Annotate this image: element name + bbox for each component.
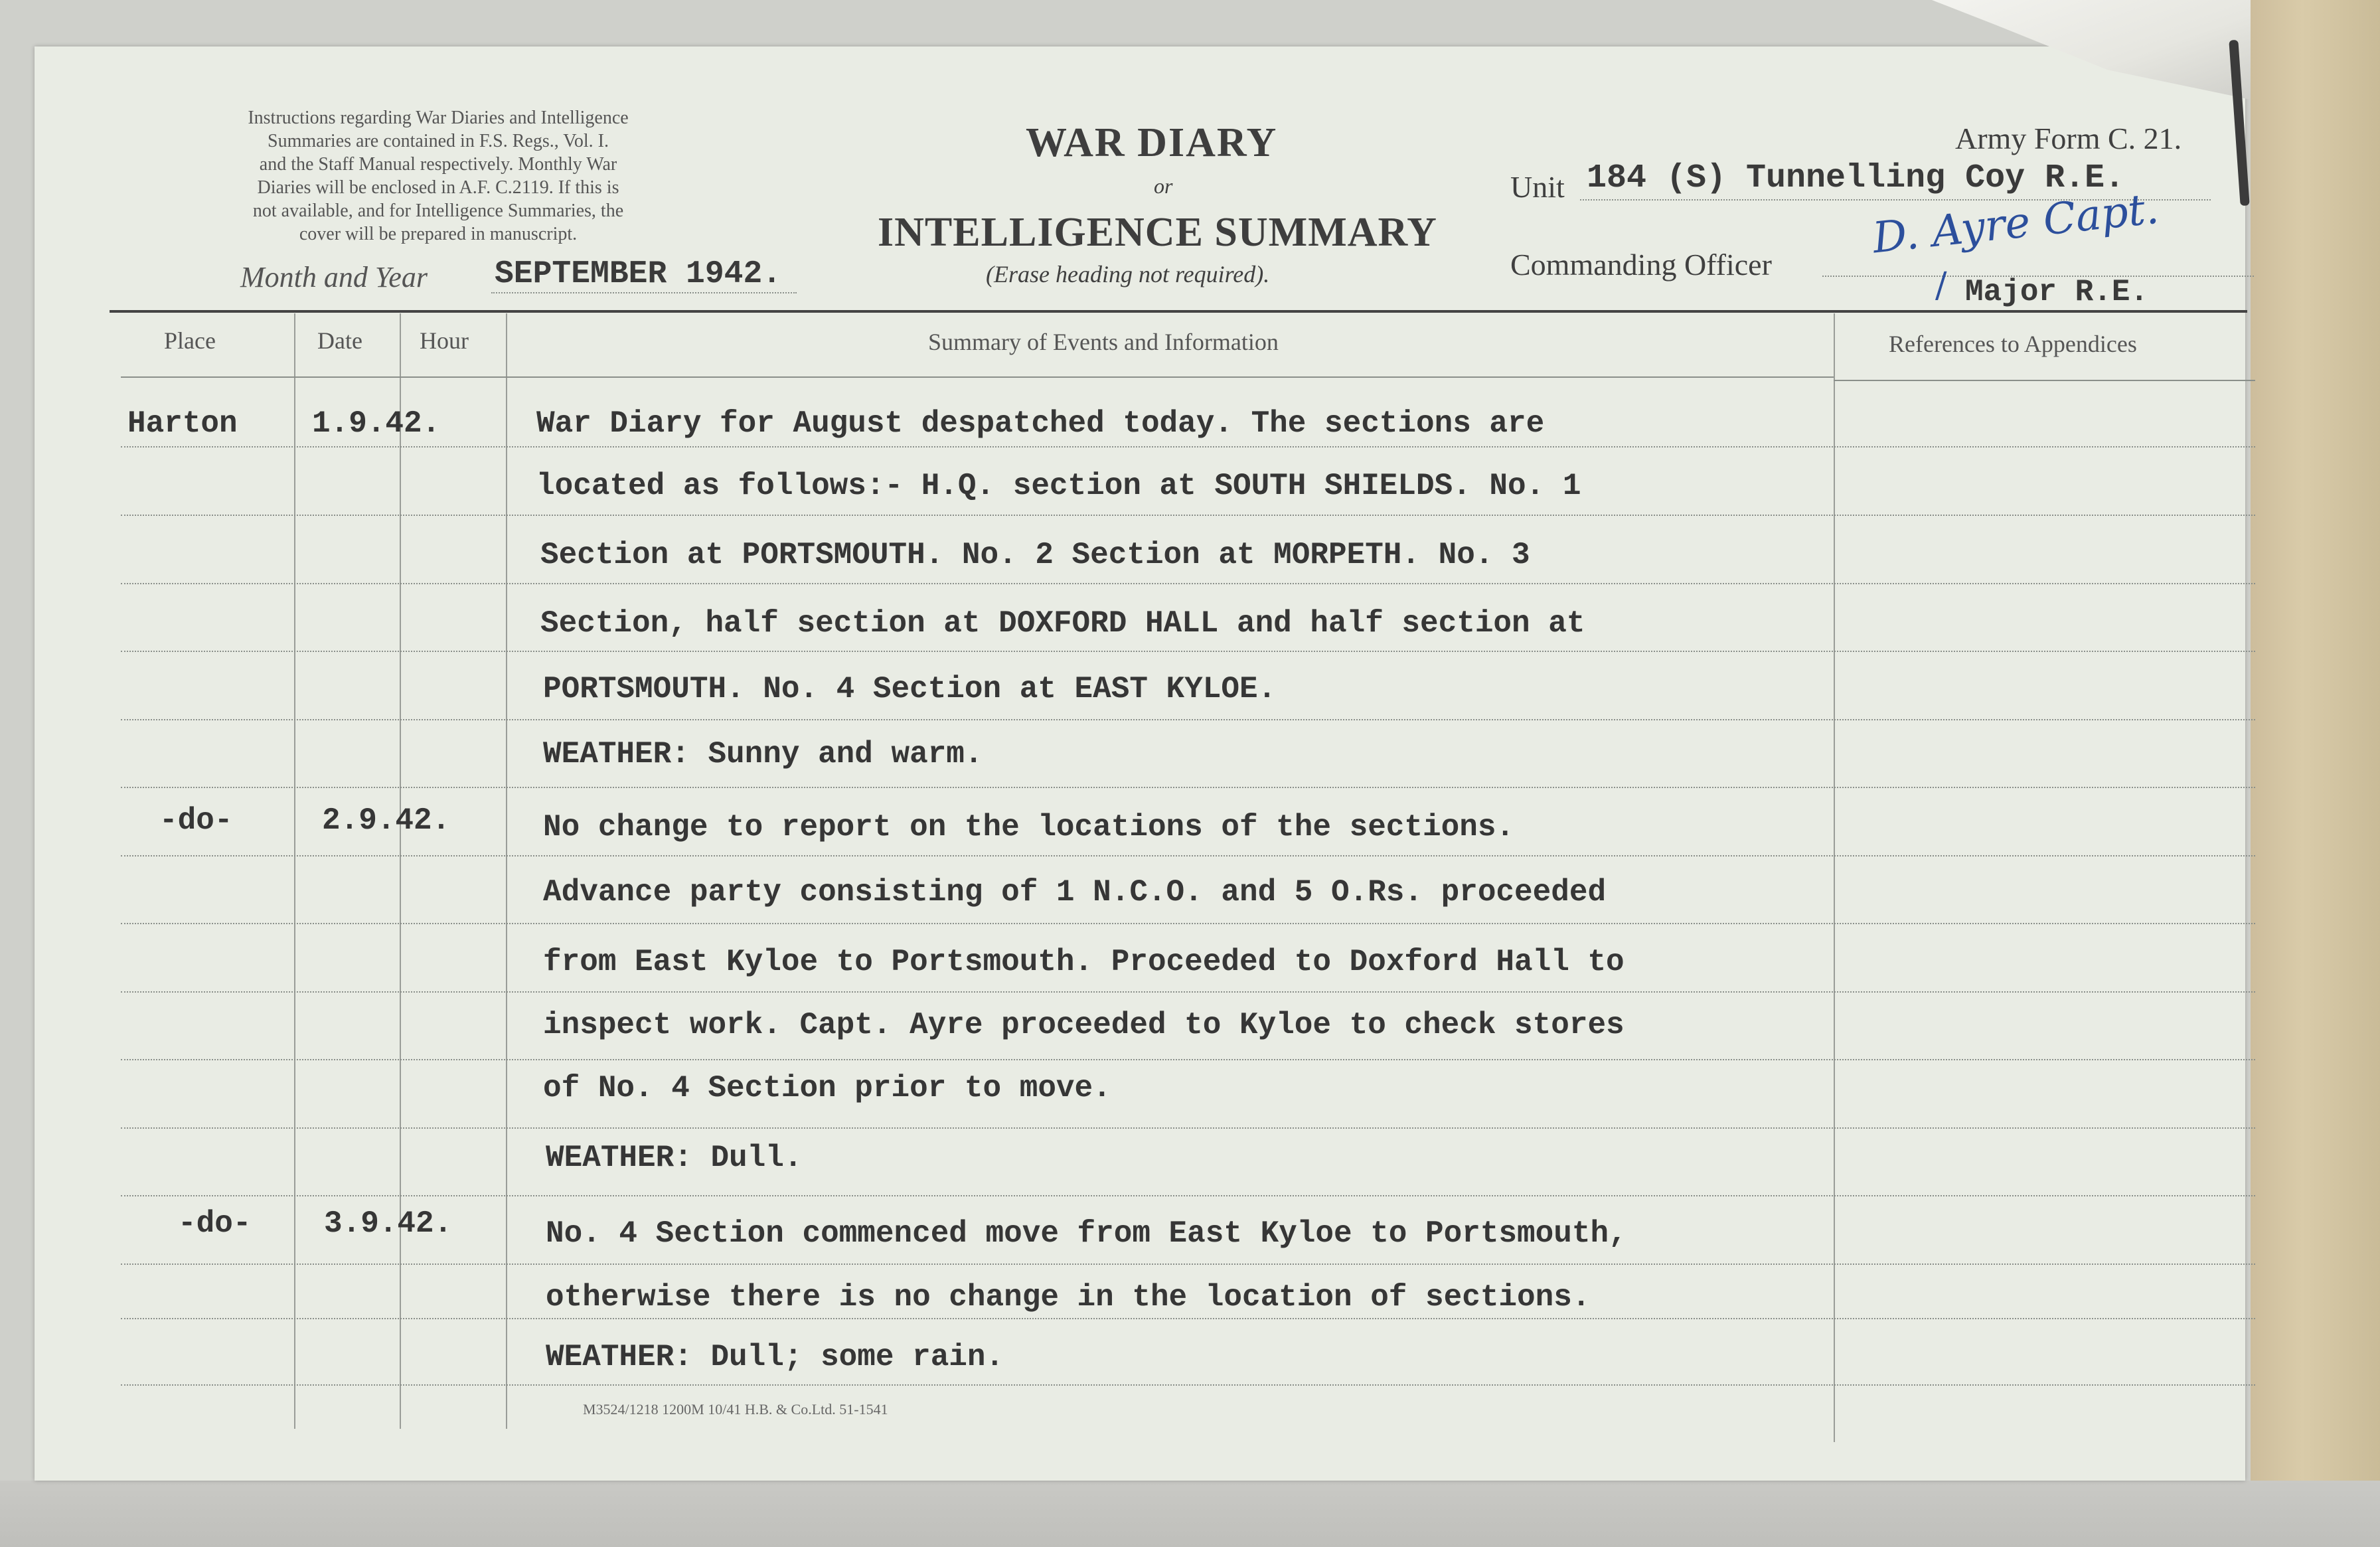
instructions-line: not available, and for Intelligence Summaries, the bbox=[252, 201, 624, 221]
entry-line: located as follows:- H.Q. section at SOUTH SHIELDS. No. 1 bbox=[536, 469, 1581, 503]
entry-line: of No. 4 Section prior to move. bbox=[543, 1071, 1111, 1105]
instructions-line: Diaries will be enclosed in A.F. C.2119. If this is bbox=[257, 177, 619, 198]
entry-line: Advance party consisting of 1 N.C.O. and 5 O.Rs. proceeded bbox=[543, 875, 1607, 910]
title-or: or bbox=[1154, 174, 1173, 198]
month-year-underline bbox=[491, 292, 797, 293]
entry-date: 3.9.42. bbox=[324, 1206, 453, 1241]
ruled-line bbox=[121, 855, 2255, 856]
officer-rank: Major R.E. bbox=[1965, 275, 2149, 309]
entry-line: PORTSMOUTH. No. 4 Section at EAST KYLOE. bbox=[543, 672, 1277, 706]
column-header-hour: Hour bbox=[420, 327, 469, 354]
entry-line: No. 4 Section commenced move from East Kyloe to Portsmouth, bbox=[546, 1216, 1627, 1251]
ruled-line bbox=[121, 1195, 2255, 1196]
ruled-line bbox=[121, 787, 2255, 788]
erase-heading-note: (Erase heading not required). bbox=[986, 261, 1270, 287]
column-header-summary: Summary of Events and Information bbox=[928, 329, 1279, 355]
ruled-line bbox=[121, 1318, 2255, 1319]
column-header-rule bbox=[121, 376, 1834, 378]
ruled-line bbox=[121, 651, 2255, 652]
ruled-line bbox=[121, 719, 2255, 720]
instructions-line: and the Staff Manual respectively. Monthly War bbox=[259, 154, 617, 175]
instructions-block bbox=[146, 106, 730, 246]
column-header-place: Place bbox=[164, 327, 216, 354]
column-divider bbox=[1834, 313, 1835, 1442]
ruled-line bbox=[121, 515, 2255, 516]
entry-place: -do- bbox=[178, 1206, 252, 1241]
ruled-line bbox=[121, 923, 2255, 924]
title-war-diary: WAR DIARY bbox=[1026, 120, 1278, 165]
column-header-date: Date bbox=[317, 327, 362, 354]
month-year-label: Month and Year bbox=[240, 261, 428, 293]
instructions-line: Summaries are contained in F.S. Regs., Vol. I. bbox=[268, 131, 609, 151]
unit-value: 184 (S) Tunnelling Coy R.E. bbox=[1587, 159, 2125, 197]
entry-date: 1.9.42. bbox=[312, 406, 441, 441]
printer-imprint: M3524/1218 1200M 10/41 H.B. & Co.Ltd. 51-1541 bbox=[583, 1401, 888, 1418]
column-divider bbox=[400, 313, 401, 1429]
entry-line: Section, half section at DOXFORD HALL and half section at bbox=[540, 606, 1585, 641]
ruled-line bbox=[121, 1127, 2255, 1129]
ruled-line bbox=[121, 583, 2255, 584]
background-right bbox=[2251, 0, 2380, 1547]
entry-line: War Diary for August despatched today. The sections are bbox=[536, 406, 1545, 441]
army-form-label: Army Form C. 21. bbox=[1955, 122, 2182, 155]
entry-place: Harton bbox=[127, 406, 238, 441]
entry-line: WEATHER: Dull. bbox=[546, 1141, 803, 1175]
title-intelligence-summary: INTELLIGENCE SUMMARY bbox=[878, 210, 1437, 255]
entry-line: from East Kyloe to Portsmouth. Proceeded to Doxford Hall to bbox=[543, 945, 1625, 979]
entry-place: -do- bbox=[159, 803, 233, 838]
commanding-officer-label: Commanding Officer bbox=[1510, 248, 1772, 282]
ruled-line bbox=[121, 1384, 2255, 1386]
entry-line: WEATHER: Dull; some rain. bbox=[546, 1340, 1004, 1374]
ruled-line bbox=[121, 1263, 2255, 1265]
entry-line: otherwise there is no change in the location of sections. bbox=[546, 1280, 1591, 1315]
entry-line: No change to report on the locations of the sections. bbox=[543, 810, 1515, 845]
ruled-line bbox=[121, 991, 2255, 993]
background-bottom bbox=[0, 1481, 2380, 1547]
ruled-line bbox=[121, 446, 2255, 448]
unit-label: Unit bbox=[1510, 170, 1565, 204]
column-header-references: References to Appendices bbox=[1889, 331, 2137, 357]
instructions-line: Instructions regarding War Diaries and Intelligence bbox=[248, 108, 629, 128]
month-year-value: SEPTEMBER 1942. bbox=[495, 256, 782, 292]
rank-mark: / bbox=[1935, 266, 1947, 305]
entry-line: inspect work. Capt. Ayre proceeded to Kyloe to check stores bbox=[543, 1008, 1625, 1042]
column-header-rule bbox=[1834, 380, 2255, 381]
column-divider bbox=[294, 313, 295, 1429]
officer-signature: D. Ayre Capt. bbox=[1870, 184, 2162, 264]
entry-line: WEATHER: Sunny and warm. bbox=[543, 737, 983, 772]
header-rule bbox=[110, 310, 2247, 313]
entry-date: 2.9.42. bbox=[322, 803, 451, 838]
entry-line: Section at PORTSMOUTH. No. 2 Section at MORPETH. No. 3 bbox=[540, 538, 1530, 572]
column-divider bbox=[506, 313, 507, 1429]
instructions-line: cover will be prepared in manuscript. bbox=[299, 224, 578, 244]
ruled-line bbox=[121, 1059, 2255, 1060]
